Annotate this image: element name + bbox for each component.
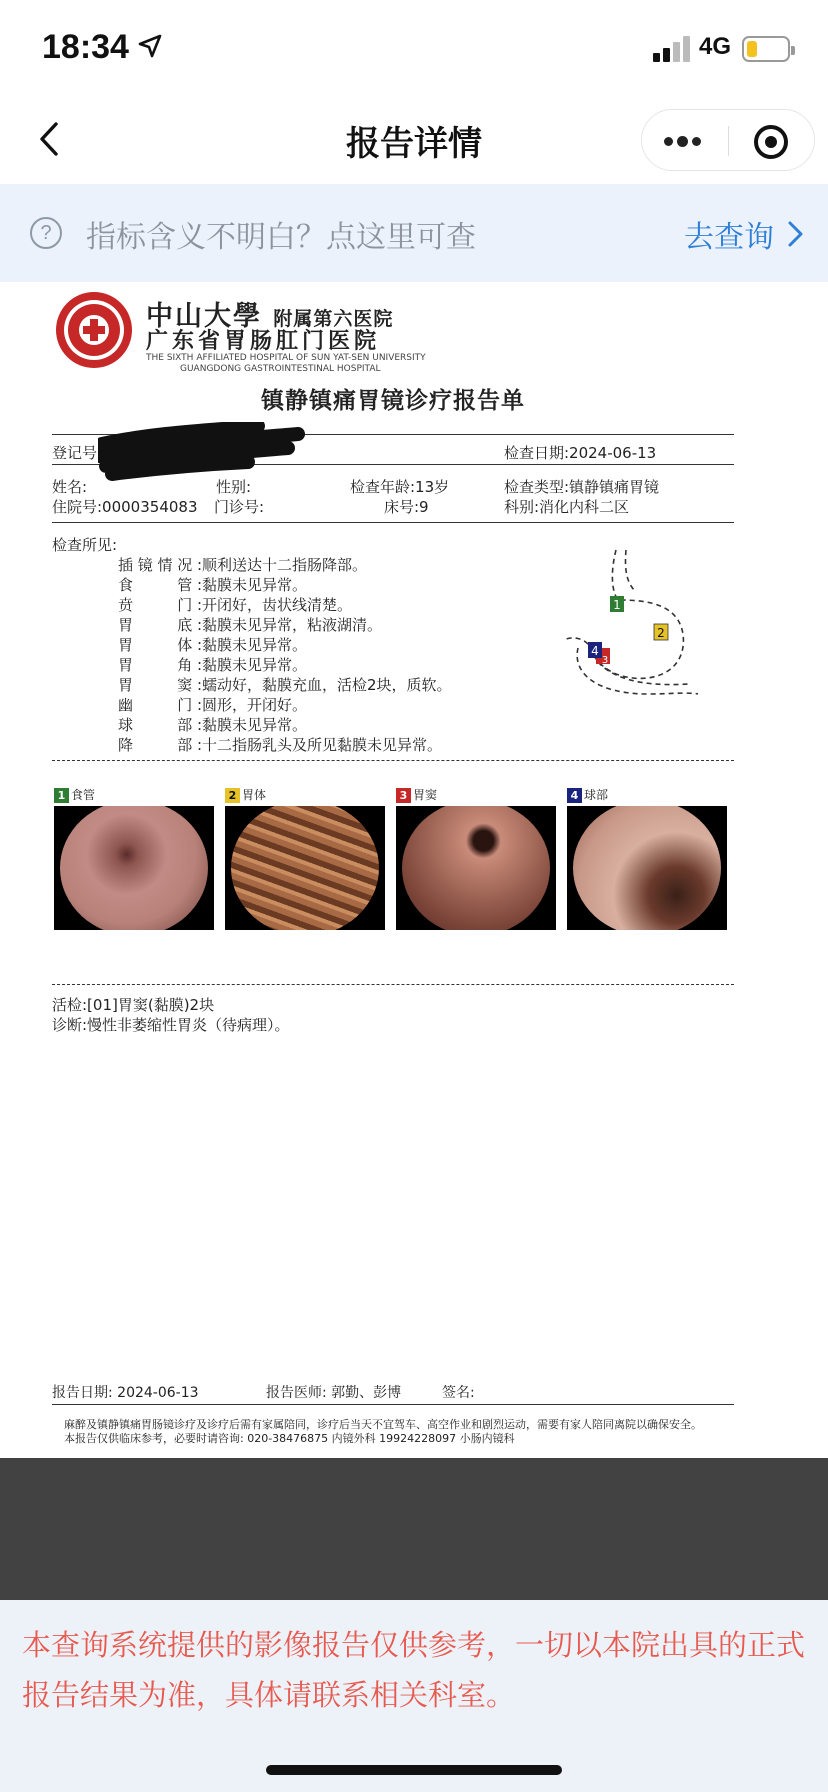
department: 科别:消化内科二区 — [504, 498, 630, 516]
hospital-name-line2: 广东省胃肠肛门医院 — [146, 328, 381, 354]
redaction-scribble — [98, 422, 308, 482]
miniapp-capsule — [641, 109, 815, 171]
query-link[interactable]: 去查询 — [684, 220, 774, 255]
dashed-divider — [52, 984, 734, 985]
endoscopy-image: 2 胃体 — [225, 786, 385, 930]
biopsy-line: 活检:[01]胃窦(黏膜)2块 — [52, 996, 215, 1014]
diagram-marker: 1 — [613, 598, 621, 612]
hint-text: 指标含义不明白？点这里可查 — [86, 220, 476, 255]
note-line1: 麻醉及镇静镇痛胃肠镜诊疗及诊疗后需有家属陪同，诊疗后当天不宜驾车、高空作业和剧烈运动，需要有家人陪同离院以确保安全。 — [64, 1418, 702, 1431]
finding-row: 胃 底:黏膜未见异常，粘液湖清。 — [118, 616, 383, 634]
hospital-affiliate: 附属第六医院 — [273, 308, 394, 330]
chevron-right-icon[interactable] — [780, 217, 810, 251]
battery-icon — [742, 36, 790, 62]
report-title: 镇静镇痛胃镜诊疗报告单 — [261, 388, 525, 414]
diagram-marker: 4 — [591, 644, 599, 658]
finding-row: 幽 门:圆形，开闭好。 — [118, 696, 308, 714]
reg-no: 登记号:B20613102 — [52, 444, 189, 462]
signature-label: 签名: — [442, 1385, 475, 1401]
endoscopy-image: 4 球部 — [567, 786, 727, 930]
home-indicator[interactable] — [266, 1765, 562, 1775]
finding-row: 球 部:黏膜未见异常。 — [118, 716, 308, 734]
exam-type: 检查类型:镇静镇痛胃镜 — [504, 478, 660, 496]
diagram-marker: 3 — [601, 655, 609, 666]
report-doctor: 报告医师: 郭勤、彭博 — [266, 1385, 402, 1401]
disclaimer-text: 本查询系统提供的影像报告仅供参考，一切以本院出具的正式报告结果为准，具体请联系相关科室。 — [22, 1628, 806, 1712]
note-line2: 本报告仅供临床参考，必要时请咨询: 020-38476875 内镜外科 19924228097 小肠内镜科 — [64, 1432, 515, 1445]
capsule-divider — [728, 126, 729, 156]
finding-row: 降 部:十二指肠乳头及所见黏膜未见异常。 — [118, 736, 443, 754]
gender-label: 性别: — [216, 478, 252, 496]
findings-title: 检查所见: — [52, 536, 118, 554]
dark-backdrop — [0, 1458, 828, 1600]
more-dots-icon[interactable] — [664, 129, 708, 153]
dashed-divider — [52, 760, 734, 761]
hint-bar[interactable] — [0, 184, 828, 282]
page-title: 报告详情 — [346, 124, 482, 164]
finding-row: 胃 窦:蠕动好，黏膜充血，活检2块，质软。 — [118, 676, 452, 694]
exam-age: 检查年龄:13岁 — [350, 478, 450, 496]
status-bar — [0, 0, 828, 96]
finding-row: 胃 体:黏膜未见异常。 — [118, 636, 308, 654]
diagram-marker: 2 — [657, 626, 665, 640]
disclaimer-box — [0, 1600, 828, 1792]
diagnosis-line: 诊断:慢性非萎缩性胃炎（待病理）。 — [52, 1016, 290, 1034]
finding-row: 贲 门:开闭好，齿状线清楚。 — [118, 596, 353, 614]
hospital-university: 中山大學 — [146, 301, 262, 332]
finding-row: 胃 角:黏膜未见异常。 — [118, 656, 308, 674]
endoscopy-images — [54, 786, 734, 930]
network-type: 4G — [699, 33, 732, 60]
name-label: 姓名: — [52, 478, 88, 496]
signal-icon — [653, 36, 693, 62]
status-time: 18:34 — [42, 28, 129, 66]
hospital-name-en2: GUANGDONG GASTROINTESTINAL HOSPITAL — [180, 364, 381, 374]
inpatient-no: 住院号:0000354083 — [52, 498, 198, 516]
divider — [52, 522, 734, 523]
finding-row: 食 管:黏膜未见异常。 — [118, 576, 308, 594]
endoscopy-image: 1 食管 — [54, 786, 214, 930]
hospital-logo-icon — [54, 290, 134, 370]
endoscopy-image: 3 胃窦 — [396, 786, 556, 930]
nav-bar — [0, 96, 828, 184]
stomach-diagram — [558, 544, 708, 706]
exam-date: 检查日期:2024-06-13 — [504, 444, 657, 462]
report-date: 报告日期: 2024-06-13 — [52, 1385, 199, 1401]
outpatient-no: 门诊号: — [214, 498, 265, 516]
finding-row: 插镜情况:顺利送达十二指肠降部。 — [118, 556, 368, 574]
hospital-name-en1: THE SIXTH AFFILIATED HOSPITAL OF SUN YAT-SEN UNIVERSITY — [146, 353, 426, 363]
divider — [52, 1404, 734, 1405]
location-arrow-icon — [138, 34, 162, 58]
report-document — [0, 282, 824, 1458]
close-target-icon[interactable] — [754, 125, 788, 159]
report-image — [0, 282, 828, 1458]
bed-no: 床号:9 — [384, 498, 429, 516]
question-icon: ? — [30, 217, 62, 249]
